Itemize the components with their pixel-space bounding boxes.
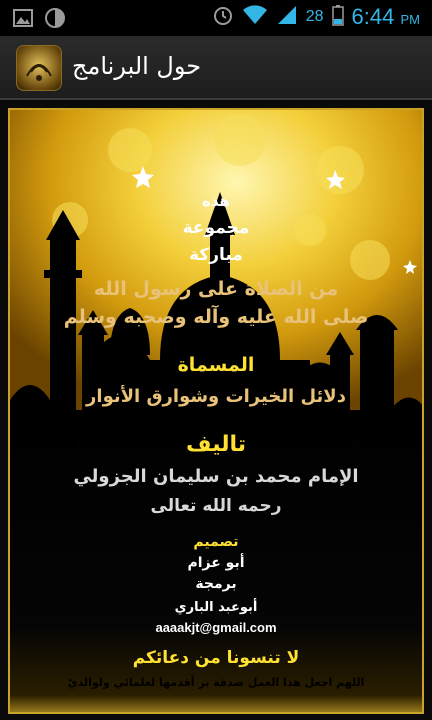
- author-name: الإمام محمد بن سليمان الجزولي: [73, 466, 359, 487]
- clock-time: 6:44: [351, 4, 395, 29]
- battery-icon: [332, 4, 344, 30]
- about-poster: [8, 108, 424, 714]
- intro-line-1: هذه: [202, 192, 230, 210]
- status-bar: [0, 0, 432, 36]
- author-blessing: رحمه الله تعالى: [150, 496, 282, 516]
- designer-name: أبو عزام: [187, 555, 245, 571]
- design-label: تصميم: [193, 534, 239, 550]
- alarm-icon: [212, 4, 234, 30]
- named-label: المسماة: [177, 354, 255, 376]
- contact-email: aaaakjt@gmail.com: [155, 620, 277, 635]
- wifi-icon: [242, 4, 268, 30]
- page-title: حول البرنامج: [72, 52, 202, 80]
- battery-level-text: 28: [305, 8, 324, 25]
- status-left: [12, 7, 66, 33]
- intro-line-3: مباركة: [189, 245, 243, 265]
- programming-label: برمجة: [195, 576, 237, 592]
- status-right: [212, 4, 420, 30]
- book-title: دلائل الخيرات وشوارق الأنوار: [86, 386, 346, 407]
- contrast-icon: [44, 7, 66, 33]
- programmer-name: أبوعبد الباري: [174, 600, 258, 615]
- intro-line-4: من الصلاة على رسول الله: [93, 278, 339, 300]
- clock-ampm: PM: [400, 12, 420, 27]
- intro-line-5: صلى الله عليه وآله وصحبه وسلم: [63, 306, 369, 328]
- author-label: تاليف: [186, 432, 246, 457]
- footer-line-2: اللهم اجعل هذا العمل صدقة بر أقدمها لعلمائي ولوالديّ: [67, 676, 365, 689]
- footer-line-1: لا تنسونا من دعائكم: [132, 648, 300, 668]
- signal-icon: [276, 4, 298, 30]
- intro-line-2: مجموعة: [182, 218, 250, 238]
- clock: [352, 4, 420, 30]
- app-logo-icon[interactable]: [16, 45, 62, 91]
- action-bar: [0, 36, 432, 100]
- image-icon: [12, 7, 34, 33]
- about-content: [0, 100, 432, 720]
